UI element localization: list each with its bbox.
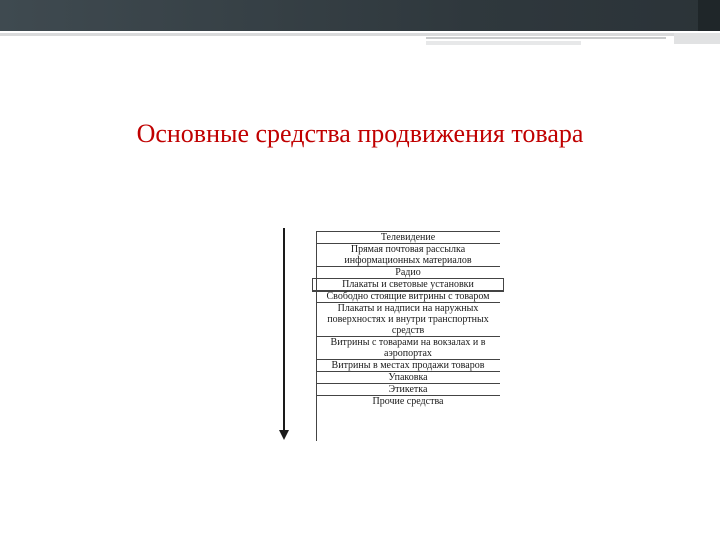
header-rule	[0, 33, 720, 36]
header-rule-dark	[426, 37, 666, 39]
list-item: Телевидение	[316, 232, 500, 244]
downward-arrow-line	[283, 228, 285, 431]
list-item: Прямая почтовая рассылка информационных материалов	[316, 244, 500, 267]
arrow-down-icon	[279, 430, 289, 440]
list-item: Упаковка	[316, 372, 500, 384]
list-item: Прочие средства	[372, 396, 444, 407]
list-item: Свободно стоящие витрины с товаром	[316, 291, 500, 303]
list-item: Витрины в местах продажи товаров	[316, 360, 500, 372]
header-rule-right	[674, 33, 720, 44]
promotion-means-list	[316, 232, 500, 407]
header-rule-light	[426, 41, 581, 45]
header-bar	[0, 0, 720, 31]
slide-title: Основные средства продвижения товара	[136, 119, 584, 148]
list-item: Этикетка	[316, 384, 500, 396]
list-item: Витрины с товарами на вокзалах и в аэропортах	[316, 337, 500, 360]
list-item: Плакаты и надписи на наружных поверхностях и внутри транспортных средств	[316, 303, 500, 337]
header-bar-accent	[698, 0, 720, 31]
list-item: Плакаты и световые установки	[313, 279, 503, 291]
list-item: Радио	[316, 267, 500, 279]
